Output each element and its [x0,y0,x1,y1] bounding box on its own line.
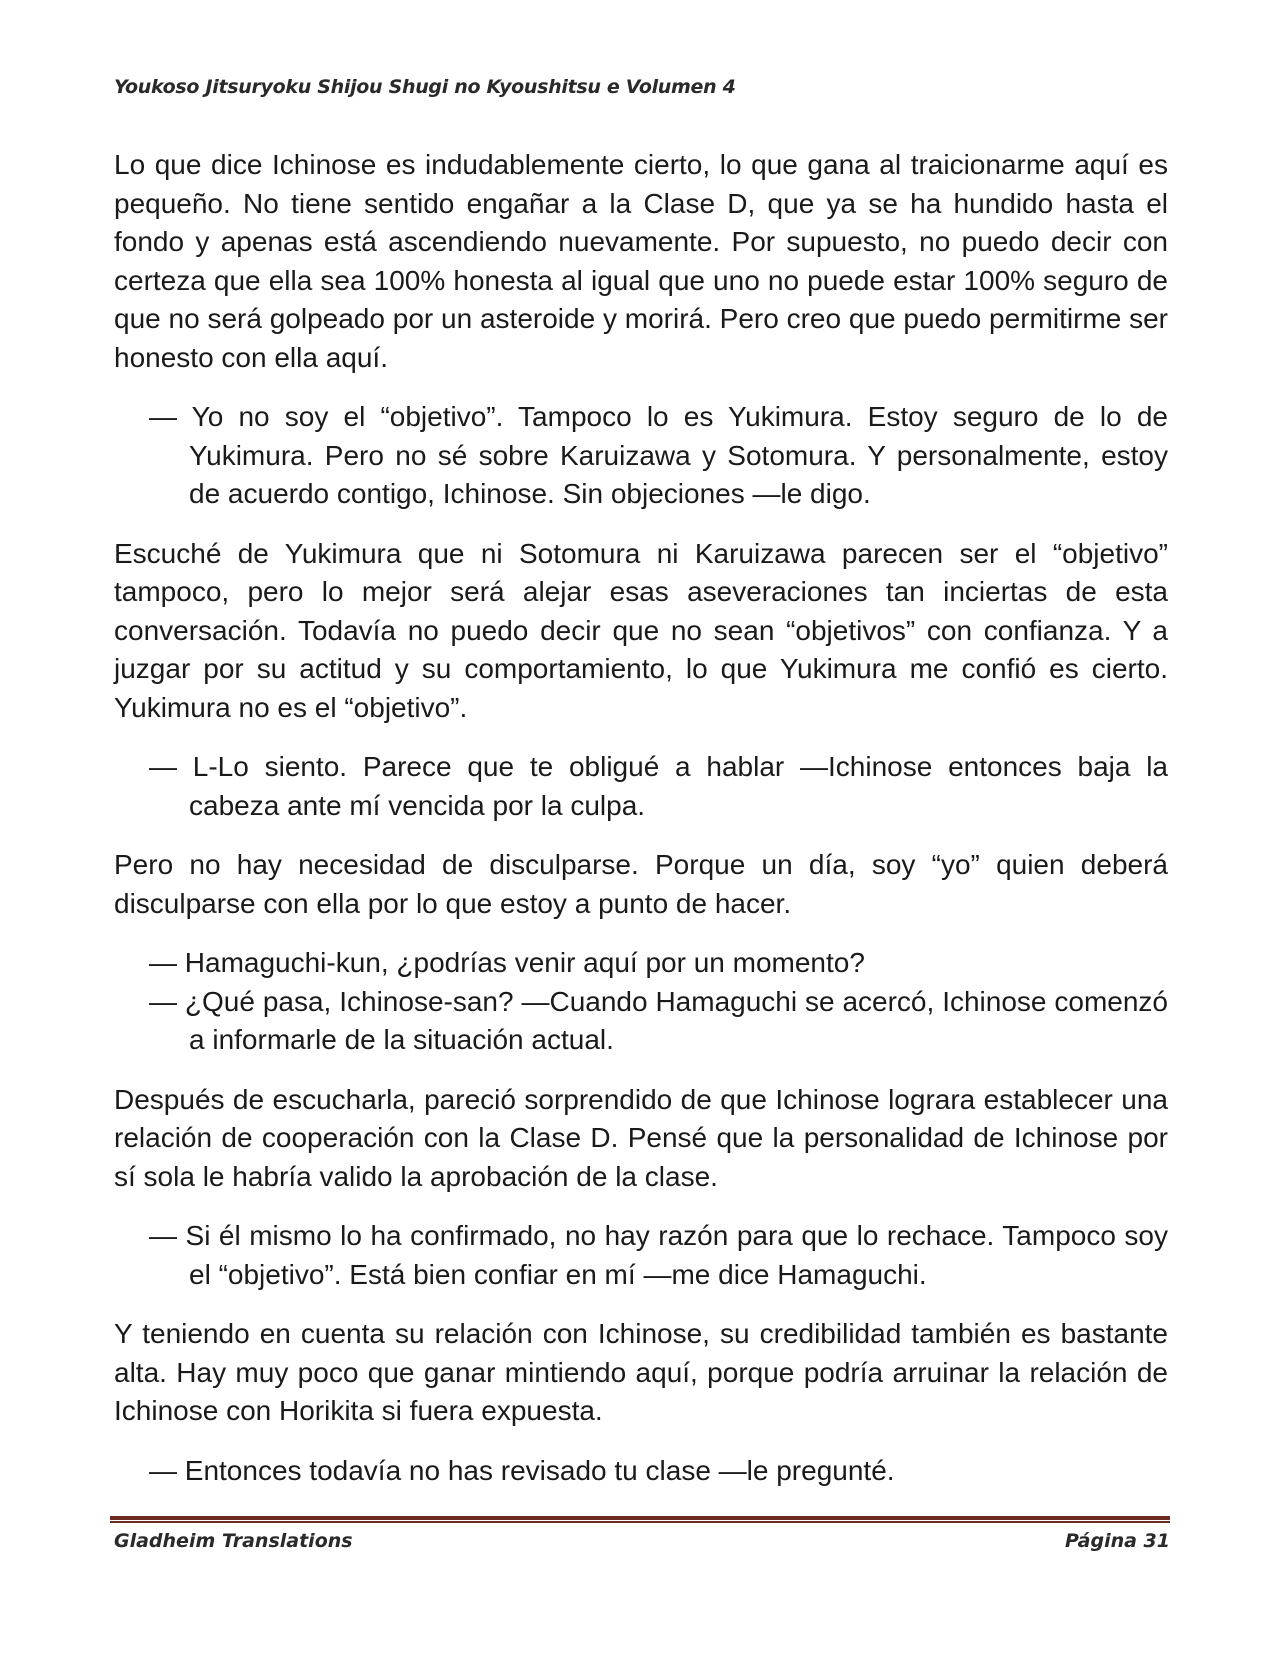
dialogue-line: — ¿Qué pasa, Ichinose-san? —Cuando Hamaguchi se acercó, Ichinose comenzó a informarle de la situación actual. [149,985,1168,1055]
paragraph: Y teniendo en cuenta su relación con Ichinose, su credibilidad también es bastante alta. Hay muy poco que ganar mintiendo aquí, porque podría arruinar la relación de Ichinose con Horikita si fuera expuesta. [114,1318,1168,1426]
paragraph: Pero no hay necesidad de disculparse. Porque un día, soy “yo” quien deberá disculparse con ella por lo que estoy a punto de hacer. [114,849,1168,919]
footer-page-number: Página 31 [1064,1530,1170,1552]
paragraph: Lo que dice Ichinose es indudablemente cierto, lo que gana al traicionarme aquí es pequeño. No tiene sentido engañar a la Clase D, que ya se ha hundido hasta el fondo y apenas está ascendiendo nuevamente. Por supuesto, no puedo decir con certeza que ella sea 100% honesta al igual que uno no puede estar 100% seguro de que no será golpeado por un asteroide y morirá. Pero creo que puedo permitirme ser honesto con ella aquí. [114,149,1168,373]
dialogue-line: — Hamaguchi-kun, ¿podrías venir aquí por un momento? [149,947,865,978]
footer-translator: Gladheim Translations [114,1530,353,1552]
paragraph: Escuché de Yukimura que ni Sotomura ni Karuizawa parecen ser el “objetivo” tampoco, pero lo mejor será alejar esas aseveraciones tan inciertas de esta conversación. Todavía no puedo decir que no sean “objetivos” con confianza. Y a juzgar por su actitud y su comportamiento, lo que Yukimura me confió es cierto. Yukimura no es el “objetivo”. [114,537,1168,723]
dialogue-line: — Si él mismo lo ha confirmado, no hay razón para que lo rechace. Tampoco soy el “objetivo”. Está bien confiar en mí —me dice Hamaguchi. [149,1220,1168,1290]
dialogue-line: — Yo no soy el “objetivo”. Tampoco lo es Yukimura. Estoy seguro de lo de Yukimura. Pero no sé sobre Karuizawa y Sotomura. Y personalmente, estoy de acuerdo contigo, Ichinose. Sin objeciones —le digo. [149,401,1168,509]
dialogue-line: — Entonces todavía no has revisado tu clase —le pregunté. [149,1454,895,1486]
page-body [114,146,1168,1511]
dialogue-line: — L-Lo siento. Parece que te obligué a hablar —Ichinose entonces baja la cabeza ante mí vencida por la culpa. [149,751,1168,821]
page-header-title: Youkoso Jitsuryoku Shijou Shugi no Kyoushitsu e Volumen 4 [114,76,736,98]
paragraph: Después de escucharla, pareció sorprendido de que Ichinose lograra establecer una relación de cooperación con la Clase D. Pensé que la personalidad de Ichinose por sí sola le habría valido la aprobación de la clase. [114,1083,1168,1192]
footer-divider [110,1516,1170,1523]
